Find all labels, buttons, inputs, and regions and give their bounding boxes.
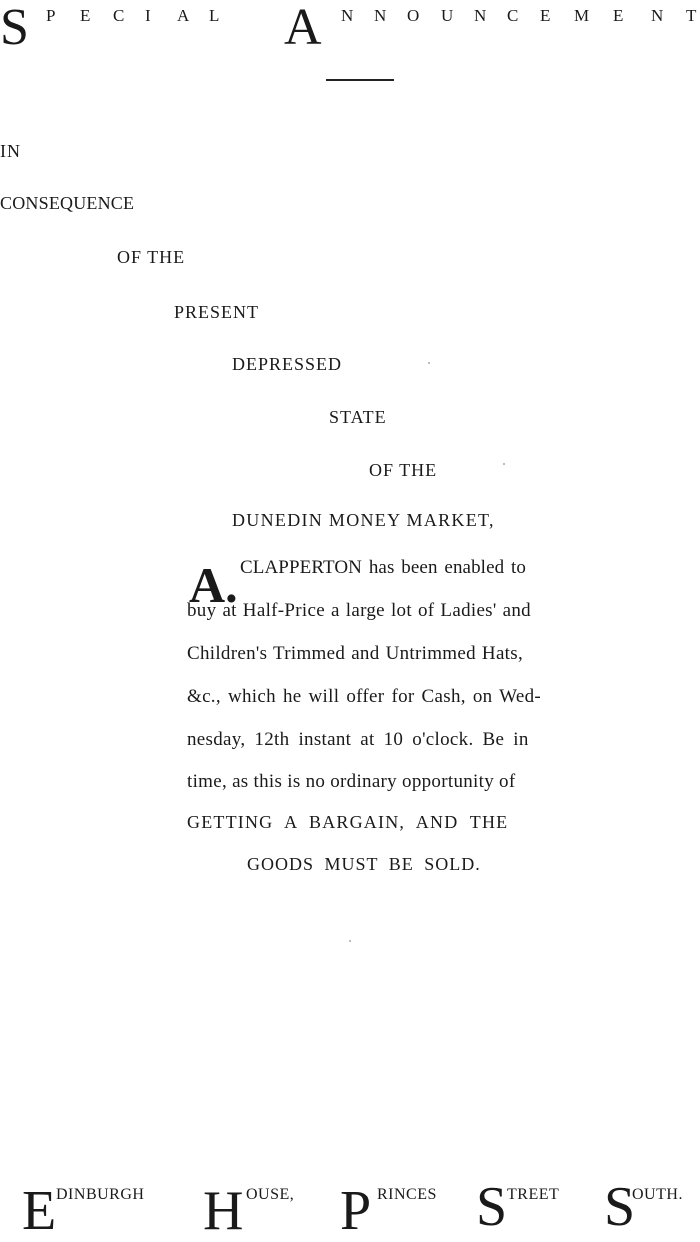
- headline-word1-letter: P: [46, 6, 56, 25]
- paragraph-line: GETTING A BARGAIN, AND THE: [187, 812, 509, 832]
- headline-word2-letter: M: [574, 6, 590, 25]
- headline-word1-letter: C: [113, 6, 125, 25]
- cascade-line: OF THE: [117, 247, 186, 267]
- footer-word-initial: H: [203, 1180, 244, 1242]
- headline-word2-letter: N: [474, 6, 487, 25]
- cascade-line: DUNEDIN MONEY MARKET,: [232, 510, 495, 530]
- footer-word-rest: DINBURGH: [56, 1186, 145, 1203]
- footer-word-initial: P: [340, 1180, 372, 1242]
- cascade-line: IN: [0, 141, 21, 161]
- paragraph-line: &c., which he will offer for Cash, on Wed-: [187, 686, 542, 707]
- cascade-line: PRESENT: [174, 302, 260, 322]
- paragraph-line: CLAPPERTON has been enabled to: [240, 557, 527, 578]
- paragraph-line: time, as this is no ordinary opportunity of: [187, 771, 516, 792]
- cascade-line: OF THE: [369, 460, 438, 480]
- paper-speck: [503, 463, 505, 465]
- footer-word-initial: S: [604, 1176, 636, 1238]
- dropcap: A.: [189, 557, 238, 613]
- headline-word2-letter: U: [441, 6, 454, 25]
- cascade-line: STATE: [329, 407, 387, 427]
- paragraph-line: Children's Trimmed and Untrimmed Hats,: [187, 643, 524, 664]
- footer-word-rest: OUTH.: [632, 1186, 683, 1203]
- cascade-line: CONSEQUENCE: [0, 193, 135, 213]
- paper-speck: [349, 940, 351, 942]
- paper-speck: [428, 362, 430, 364]
- footer-word-rest: TREET: [507, 1186, 560, 1203]
- headline-word1-letter: I: [145, 6, 151, 25]
- footer-word-rest: RINCES: [377, 1186, 437, 1203]
- footer-word-initial: S: [476, 1176, 508, 1238]
- footer-word-rest: OUSE,: [246, 1186, 295, 1203]
- headline-word2-initial: A: [284, 0, 322, 56]
- headline-word2-letter: T: [686, 6, 697, 25]
- headline-word2-letter: E: [540, 6, 551, 25]
- headline-word1-initial: S: [0, 0, 29, 56]
- headline-word1-letter: L: [209, 6, 220, 25]
- divider-rule: [326, 79, 394, 81]
- paragraph-line: nesday, 12th instant at 10 o'clock. Be in: [187, 729, 529, 750]
- headline-word2-letter: N: [341, 6, 354, 25]
- headline-word1-letter: E: [80, 6, 91, 25]
- paragraph-line: buy at Half-Price a large lot of Ladies' and: [187, 600, 531, 621]
- headline-word2-letter: O: [407, 6, 420, 25]
- cascade-line: DEPRESSED: [232, 354, 343, 374]
- headline-word2-letter: N: [651, 6, 664, 25]
- headline-word2-letter: N: [374, 6, 387, 25]
- headline-word2-letter: E: [613, 6, 624, 25]
- headline-word2-letter: C: [507, 6, 519, 25]
- footer-word-initial: E: [22, 1180, 57, 1242]
- headline-word1-letter: A: [177, 6, 190, 25]
- paragraph-line: GOODS MUST BE SOLD.: [247, 854, 481, 874]
